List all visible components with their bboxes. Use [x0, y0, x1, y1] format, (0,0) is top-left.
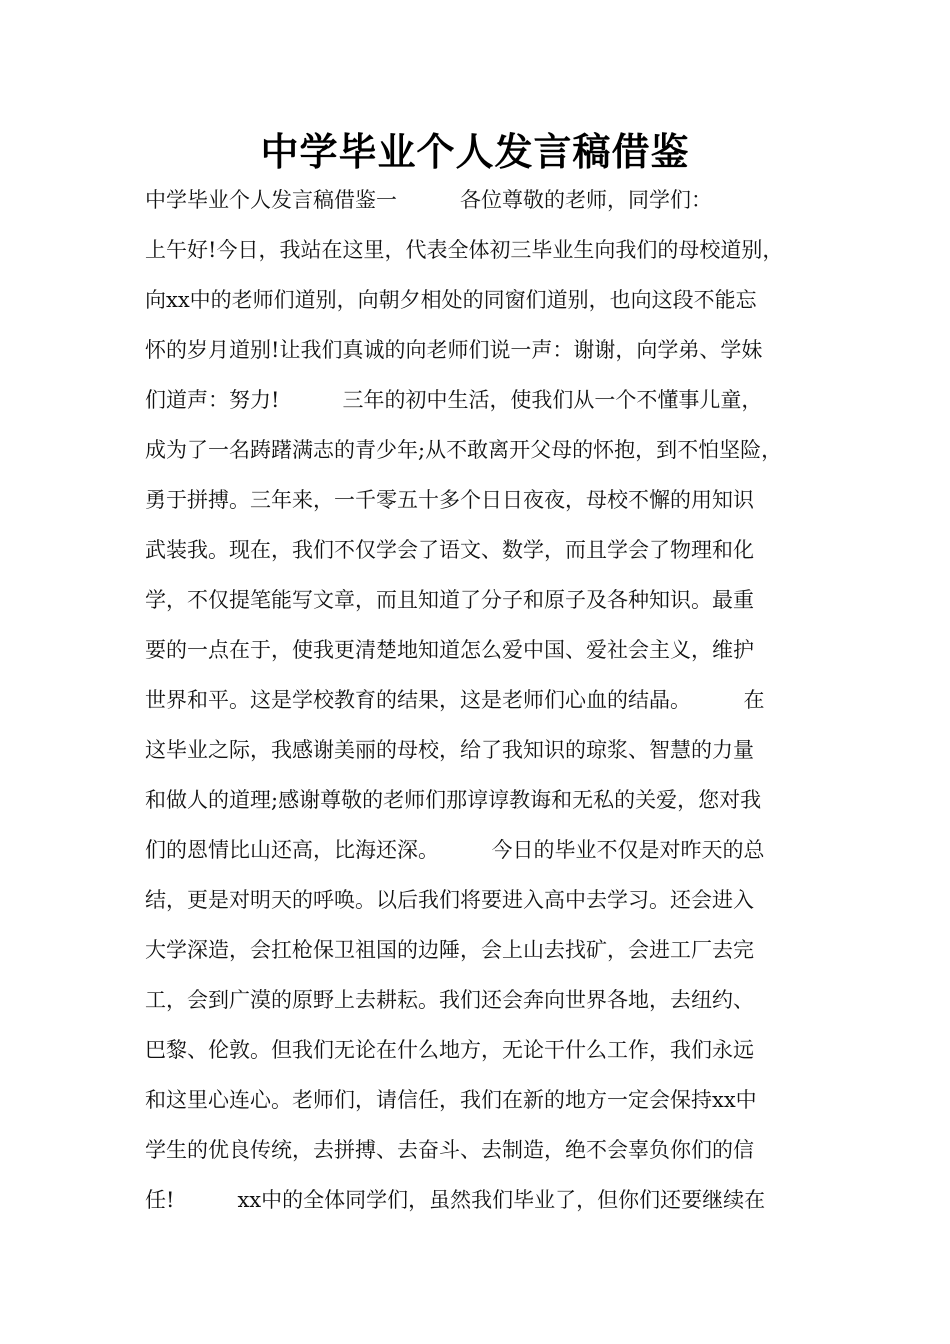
body-line: 世界和平。这是学校教育的结果，这是老师们心血的结晶。 在: [145, 688, 765, 712]
body-line: 任! xx中的全体同学们，虽然我们毕业了，但你们还要继续在: [145, 1188, 766, 1212]
body-line: 向xx中的老师们道别，向朝夕相处的同窗们道别，也向这段不能忘: [145, 288, 757, 312]
body-line: 学生的优良传统，去拼搏、去奋斗、去制造，绝不会辜负你们的信: [145, 1138, 754, 1162]
body-line: 大学深造，会扛枪保卫祖国的边陲，会上山去找矿，会进工厂去完: [145, 938, 754, 962]
body-line: 武装我。现在，我们不仅学会了语文、数学，而且学会了物理和化: [145, 538, 754, 562]
body-line: 工，会到广漠的原野上去耕耘。我们还会奔向世界各地，去纽约、: [145, 988, 754, 1012]
body-line: 和这里心连心。老师们，请信任，我们在新的地方一定会保持xx中: [145, 1088, 757, 1112]
body-line: 上午好!今日，我站在这里，代表全体初三毕业生向我们的母校道别，: [145, 238, 784, 262]
body-line: 勇于拼搏。三年来，一千零五十多个日日夜夜，母校不懈的用知识: [145, 488, 754, 512]
document-title: 中学毕业个人发言稿借鉴: [260, 130, 690, 174]
body-line: 怀的岁月道别!让我们真诚的向老师们说一声：谢谢，向学弟、学妹: [145, 338, 763, 362]
body-line: 结，更是对明天的呼唤。以后我们将要进入高中去学习。还会进入: [145, 888, 754, 912]
body-line: 成为了一名踌躇满志的青少年;从不敢离开父母的怀抱，到不怕坚险，: [145, 438, 783, 462]
document-body: [145, 180, 835, 1230]
body-line: 中学毕业个人发言稿借鉴一 各位尊敬的老师，同学们：: [145, 188, 712, 212]
body-line: 这毕业之际，我感谢美丽的母校，给了我知识的琼浆、智慧的力量: [145, 738, 754, 762]
body-line: 和做人的道理;感谢尊敬的老师们那谆谆教诲和无私的关爱，您对我: [145, 788, 762, 812]
body-line: 们的恩情比山还高，比海还深。 今日的毕业不仅是对昨天的总: [145, 838, 765, 862]
body-line: 们道声：努力! 三年的初中生活，使我们从一个不懂事儿童，: [145, 388, 763, 412]
body-line: 巴黎、伦敦。但我们无论在什么地方，无论干什么工作，我们永远: [145, 1038, 754, 1062]
body-line: 学，不仅提笔能写文章，而且知道了分子和原子及各种知识。最重: [145, 588, 754, 612]
body-line: 要的一点在于，使我更清楚地知道怎么爱中国、爱社会主义，维护: [145, 638, 754, 662]
